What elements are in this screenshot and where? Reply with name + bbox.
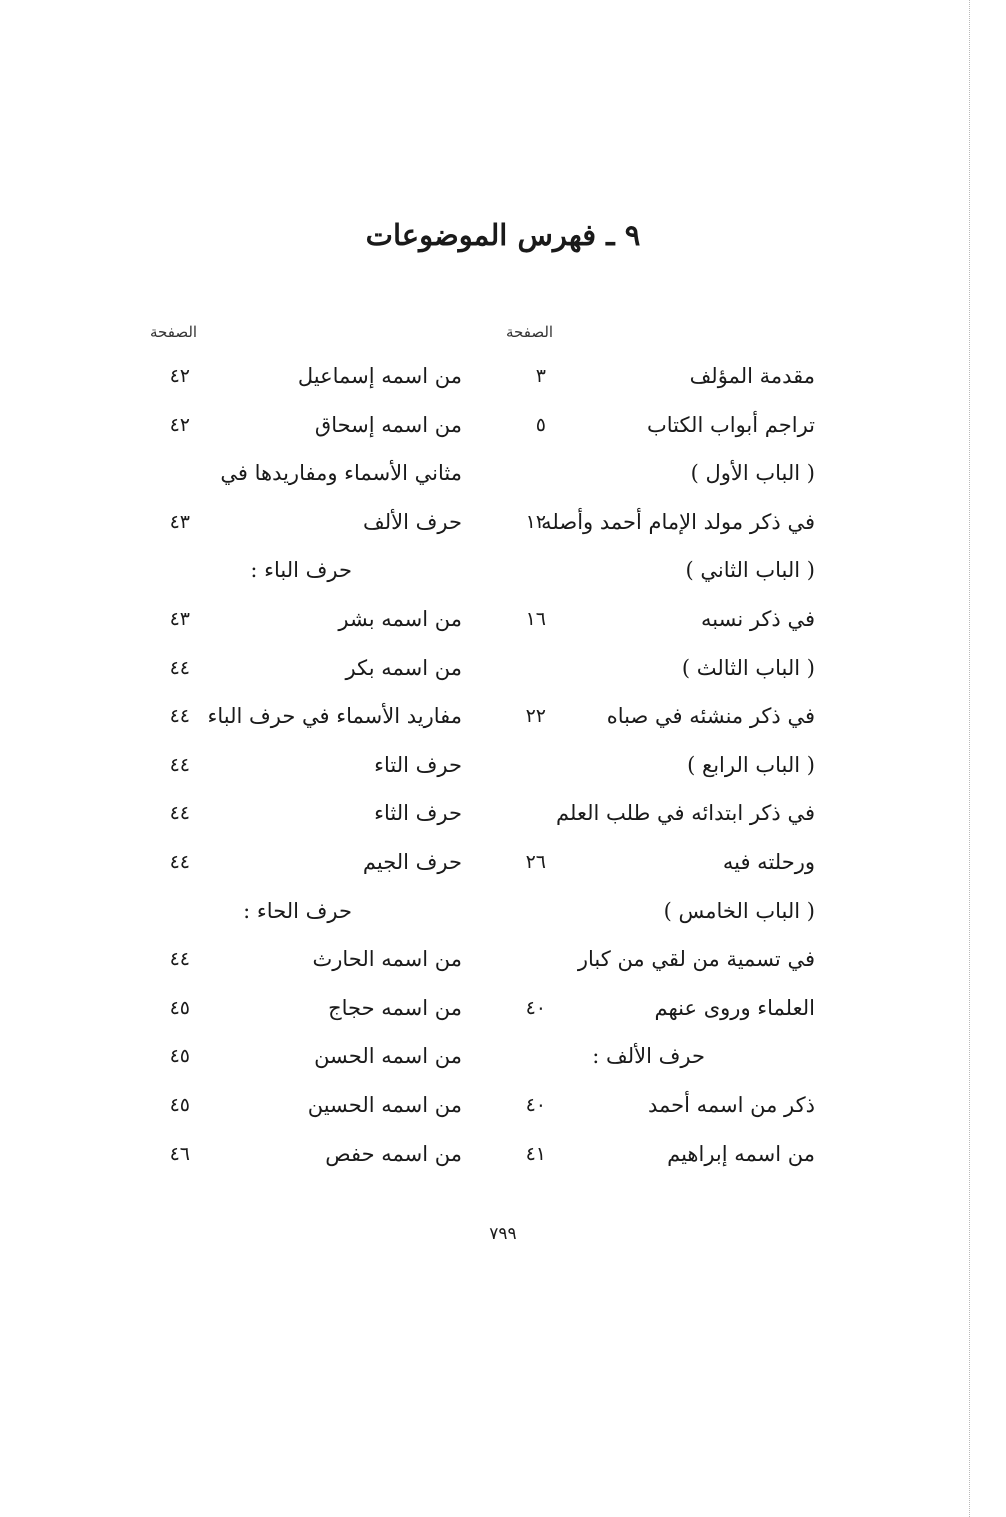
toc-entry — [150, 498, 462, 547]
toc-entry-title: مفاريد الأسماء في حرف الباء — [207, 704, 462, 729]
toc-entry-title: في ذكر ابتدائه في طلب العلم — [556, 801, 815, 826]
toc-entry-page: ٢٦ — [525, 850, 546, 873]
toc-entry-title: ( الباب الرابع ) — [687, 752, 815, 777]
toc-entry-page: ٤٤ — [169, 850, 190, 873]
toc-entry-title: ( الباب الثالث ) — [681, 655, 815, 680]
toc-entry-page: ٤٤ — [169, 948, 190, 971]
toc-entry-title: حرف الجيم — [362, 849, 462, 874]
toc-entry-page: ٥ — [535, 413, 546, 436]
toc-entry-title: تراجم أبواب الكتاب — [646, 412, 815, 437]
toc-entry — [500, 887, 815, 936]
toc-entry — [500, 789, 815, 838]
toc-entry-title: من اسمه الحسين — [307, 1092, 462, 1117]
toc-column-left — [150, 318, 462, 1178]
toc-entry — [150, 1081, 462, 1130]
toc-entry-title: من اسمه الحارث — [312, 947, 462, 972]
toc-entry — [150, 644, 462, 693]
toc-entry-title: في ذكر نسبه — [700, 606, 815, 631]
toc-entry — [150, 789, 462, 838]
toc-entry-page: ٤٣ — [169, 607, 190, 630]
toc-entry — [150, 1130, 462, 1179]
toc-entry-title: من اسمه إسحاق — [314, 412, 462, 437]
toc-entry — [500, 741, 815, 790]
toc-entry-title: حرف الحاء : — [243, 898, 352, 923]
toc-entry — [150, 692, 462, 741]
toc-entry — [500, 1081, 815, 1130]
toc-entry — [500, 935, 815, 984]
toc-entry-page: ٤٦ — [169, 1142, 190, 1165]
toc-entry — [500, 838, 815, 887]
toc-entry — [500, 595, 815, 644]
toc-entry — [500, 692, 815, 741]
toc-entry — [150, 887, 462, 936]
toc-entry — [150, 352, 462, 401]
toc-entry-title: في تسمية من لقي من كبار — [577, 947, 815, 972]
toc-entry-title: من اسمه الحسن — [314, 1044, 462, 1069]
toc-entry-page: ٤٠ — [525, 996, 546, 1019]
toc-entry-page: ٤٤ — [169, 802, 190, 825]
toc-entry-page: ٤٤ — [169, 656, 190, 679]
toc-entry-title: من اسمه حجاج — [328, 995, 462, 1020]
toc-entry-title: مقدمة المؤلف — [689, 364, 815, 388]
toc-entry — [150, 595, 462, 644]
toc-entry — [500, 401, 815, 450]
toc-entry-title: حرف التاء — [374, 752, 462, 777]
column-header-page: الصفحة — [150, 323, 198, 341]
toc-entry-page: ٤٢ — [169, 365, 190, 387]
toc-entry-page: ٤١ — [525, 1142, 546, 1165]
toc-entry-title: من اسمه إبراهيم — [667, 1141, 815, 1166]
toc-entry — [150, 401, 462, 450]
toc-entry — [150, 935, 462, 984]
page-title: ٩ ـ فهرس الموضوعات — [365, 218, 641, 252]
toc-entry-title: ( الباب الأول ) — [690, 461, 815, 486]
toc-entry — [500, 352, 815, 401]
toc-entry-title: في ذكر منشئه في صباه — [606, 704, 815, 729]
toc-entry — [500, 1130, 815, 1179]
toc-entry-title: ورحلته فيه — [722, 849, 815, 874]
toc-entry — [500, 498, 815, 547]
toc-entry-title: العلماء وروى عنهم — [654, 995, 815, 1020]
toc-entry-page: ٤٤ — [169, 705, 190, 728]
toc-entry-title: ( الباب الثاني ) — [685, 558, 815, 583]
toc-entry — [150, 984, 462, 1033]
toc-entry — [150, 741, 462, 790]
toc-entry — [500, 546, 815, 595]
toc-entry-title: من اسمه حفص — [325, 1141, 462, 1166]
toc-entry-title: ( الباب الخامس ) — [663, 898, 815, 923]
toc-entry-title: في ذكر مولد الإمام أحمد وأصله — [541, 509, 815, 534]
toc-entry — [150, 546, 462, 595]
column-header-page: الصفحة — [506, 323, 554, 341]
toc-entry — [500, 644, 815, 693]
page-number-footer: ٧٩٩ — [489, 1224, 517, 1244]
toc-entry-page: ٤٤ — [169, 753, 190, 776]
toc-entry-page: ١٦ — [525, 607, 546, 630]
toc-entry-page: ٤٥ — [169, 996, 190, 1019]
toc-entry-title: حرف الباء : — [250, 558, 352, 583]
toc-entry-page: ٤٢ — [169, 413, 190, 436]
toc-entry — [500, 1032, 815, 1081]
toc-entry-page: ٤٥ — [169, 1093, 190, 1116]
toc-entry-title: من اسمه بشر — [338, 606, 462, 631]
toc-entry-title: مثاني الأسماء ومفاريدها في — [220, 461, 462, 486]
toc-entry-title: من اسمه إسماعيل — [297, 364, 462, 388]
toc-entry — [150, 1032, 462, 1081]
toc-entry — [150, 838, 462, 887]
toc-entry-page: ٤٥ — [169, 1045, 190, 1068]
toc-entry-title: حرف الثاء — [374, 801, 462, 826]
toc-entry-title: من اسمه بكر — [345, 655, 462, 680]
toc-entry-page: ٤٠ — [525, 1093, 546, 1116]
toc-entry-title: حرف الألف — [363, 509, 462, 534]
toc-entry-page: ٢٢ — [525, 705, 546, 728]
toc-entry-title: حرف الألف : — [592, 1044, 705, 1069]
toc-entry — [500, 984, 815, 1033]
toc-entry-page: ١٢ — [525, 510, 546, 533]
toc-entry-title: ذكر من اسمه أحمد — [647, 1092, 815, 1117]
toc-entry-page: ٤٣ — [169, 510, 190, 533]
toc-entry-page: ٣ — [535, 365, 546, 387]
toc-entry — [500, 449, 815, 498]
toc-entry — [150, 449, 462, 498]
toc-column-right — [500, 318, 815, 1178]
